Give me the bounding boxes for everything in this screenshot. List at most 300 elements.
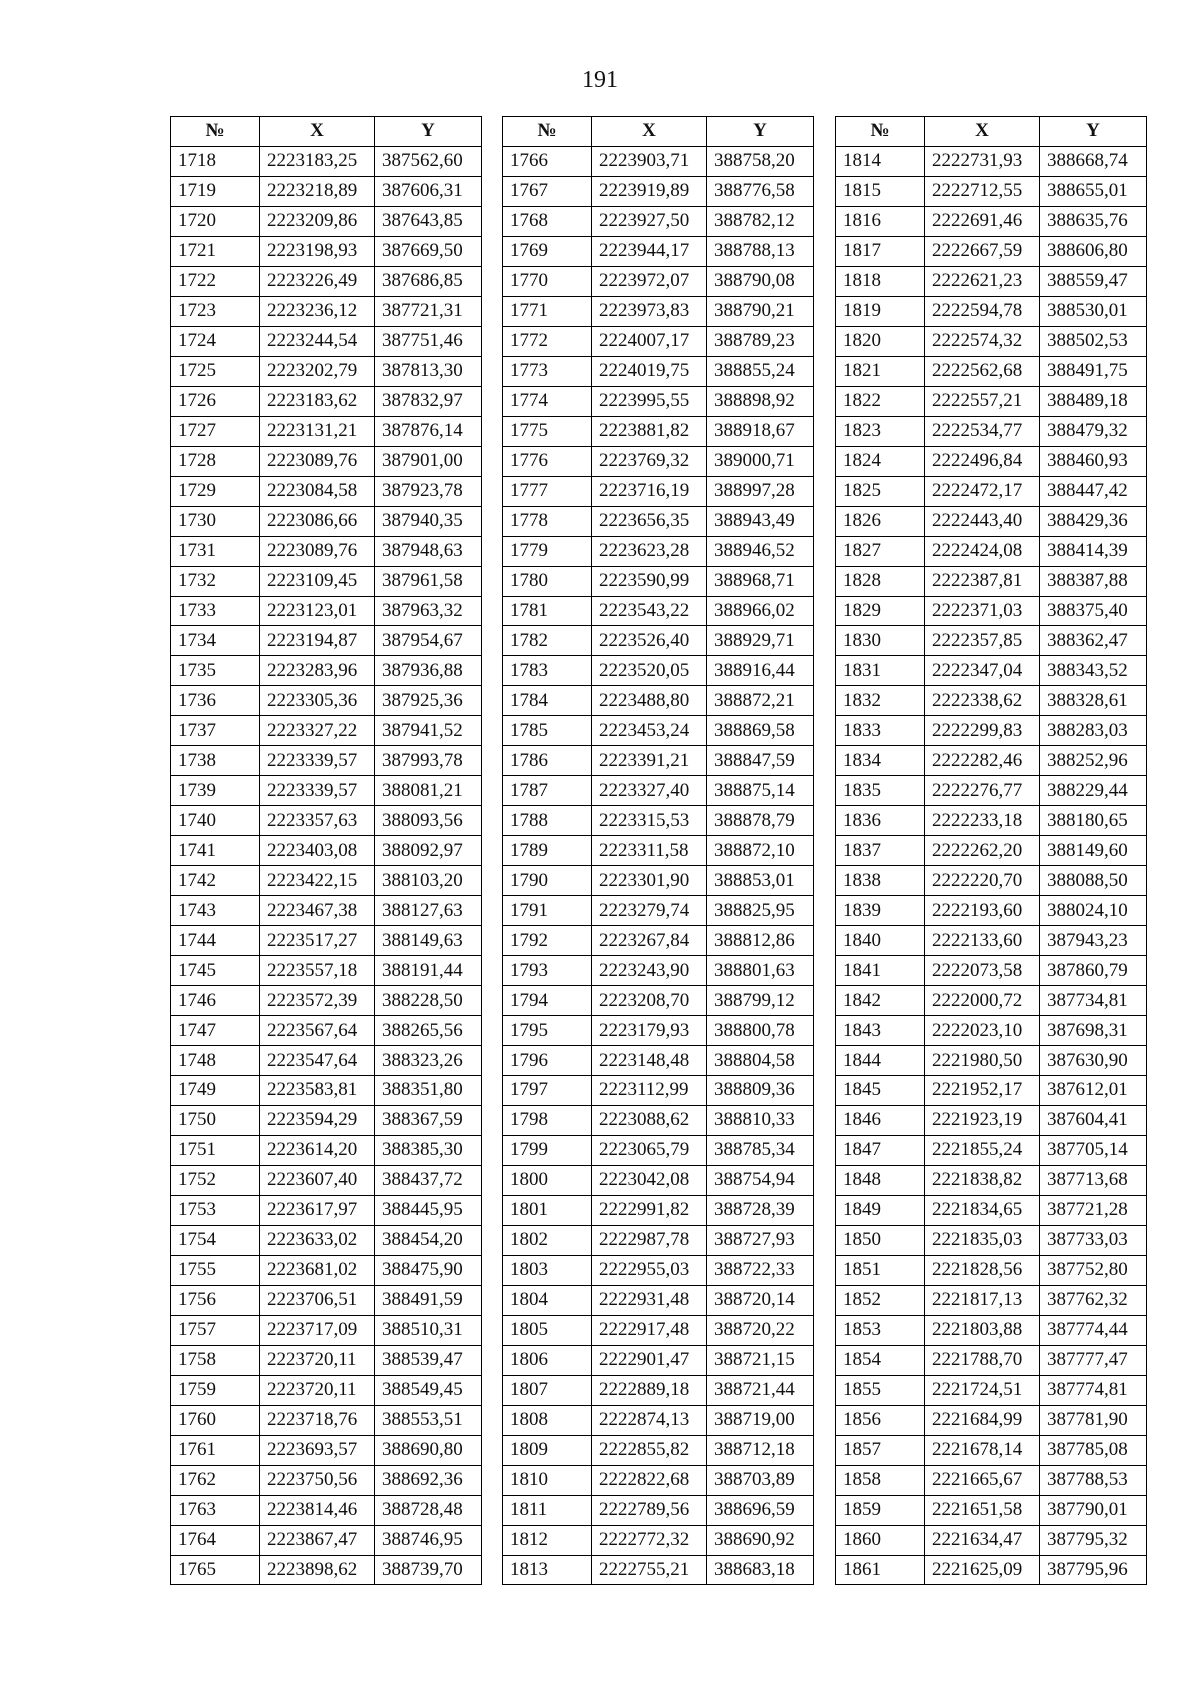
table-row (836, 806, 1147, 836)
y-coordinate-cell: 388343,52 (1040, 656, 1147, 686)
y-coordinate-cell: 387781,90 (1040, 1405, 1147, 1435)
table-row (171, 1555, 482, 1585)
header-number: № (836, 117, 925, 147)
table-row (503, 1345, 814, 1375)
x-coordinate-cell: 2223202,79 (260, 356, 375, 386)
x-coordinate-cell: 2223681,02 (260, 1255, 375, 1285)
point-number-cell: 1764 (171, 1525, 260, 1555)
point-number-cell: 1799 (503, 1135, 592, 1165)
table-row (836, 446, 1147, 476)
x-coordinate-cell: 2222357,85 (925, 626, 1040, 656)
point-number-cell: 1719 (171, 176, 260, 206)
coordinates-table-2 (502, 116, 814, 1585)
y-coordinate-cell: 388690,80 (375, 1435, 482, 1465)
y-coordinate-cell: 387790,01 (1040, 1495, 1147, 1525)
point-number-cell: 1781 (503, 596, 592, 626)
x-coordinate-cell: 2222991,82 (592, 1195, 707, 1225)
point-number-cell: 1861 (836, 1555, 925, 1585)
table-row (836, 656, 1147, 686)
table-row (171, 1405, 482, 1435)
y-coordinate-cell: 388875,14 (707, 776, 814, 806)
point-number-cell: 1755 (171, 1255, 260, 1285)
x-coordinate-cell: 2223267,84 (592, 926, 707, 956)
y-coordinate-cell: 388758,20 (707, 146, 814, 176)
y-coordinate-cell: 387604,41 (1040, 1105, 1147, 1135)
x-coordinate-cell: 2223194,87 (260, 626, 375, 656)
y-coordinate-cell: 387562,60 (375, 146, 482, 176)
point-number-cell: 1753 (171, 1195, 260, 1225)
table-row (836, 146, 1147, 176)
table-row (171, 1016, 482, 1046)
point-number-cell: 1785 (503, 716, 592, 746)
point-number-cell: 1791 (503, 896, 592, 926)
y-coordinate-cell: 388387,88 (1040, 566, 1147, 596)
table-row (503, 266, 814, 296)
y-coordinate-cell: 388093,56 (375, 806, 482, 836)
x-coordinate-cell: 2222443,40 (925, 506, 1040, 536)
y-coordinate-cell: 387785,08 (1040, 1435, 1147, 1465)
x-coordinate-cell: 2223607,40 (260, 1165, 375, 1195)
point-number-cell: 1792 (503, 926, 592, 956)
point-number-cell: 1845 (836, 1076, 925, 1106)
table-row (171, 1345, 482, 1375)
point-number-cell: 1749 (171, 1076, 260, 1106)
table-row (836, 866, 1147, 896)
y-coordinate-cell: 388782,12 (707, 206, 814, 236)
table-row (503, 626, 814, 656)
point-number-cell: 1760 (171, 1405, 260, 1435)
table-row (836, 686, 1147, 716)
point-number-cell: 1842 (836, 986, 925, 1016)
table-row (503, 1225, 814, 1255)
point-number-cell: 1771 (503, 296, 592, 326)
y-coordinate-cell: 388746,95 (375, 1525, 482, 1555)
table-row (836, 1435, 1147, 1465)
y-coordinate-cell: 388655,01 (1040, 176, 1147, 206)
y-coordinate-cell: 388968,71 (707, 566, 814, 596)
x-coordinate-cell: 2223520,05 (592, 656, 707, 686)
x-coordinate-cell: 2223244,54 (260, 326, 375, 356)
y-coordinate-cell: 388375,40 (1040, 596, 1147, 626)
table-row (836, 1225, 1147, 1255)
y-coordinate-cell: 387643,85 (375, 206, 482, 236)
x-coordinate-cell: 2223183,62 (260, 386, 375, 416)
x-coordinate-cell: 2223088,62 (592, 1105, 707, 1135)
table-row (503, 1315, 814, 1345)
table-row (503, 776, 814, 806)
table-row (503, 1135, 814, 1165)
y-coordinate-cell: 387941,52 (375, 716, 482, 746)
y-coordinate-cell: 387940,35 (375, 506, 482, 536)
x-coordinate-cell: 2222496,84 (925, 446, 1040, 476)
x-coordinate-cell: 2222889,18 (592, 1375, 707, 1405)
y-coordinate-cell: 388191,44 (375, 956, 482, 986)
y-coordinate-cell: 387777,47 (1040, 1345, 1147, 1375)
table-row (171, 806, 482, 836)
point-number-cell: 1723 (171, 296, 260, 326)
y-coordinate-cell: 388024,10 (1040, 896, 1147, 926)
point-number-cell: 1811 (503, 1495, 592, 1525)
y-coordinate-cell: 388788,13 (707, 236, 814, 266)
y-coordinate-cell: 388800,78 (707, 1016, 814, 1046)
point-number-cell: 1802 (503, 1225, 592, 1255)
x-coordinate-cell: 2223086,66 (260, 506, 375, 536)
y-coordinate-cell: 388853,01 (707, 866, 814, 896)
point-number-cell: 1758 (171, 1345, 260, 1375)
x-coordinate-cell: 2223236,12 (260, 296, 375, 326)
x-coordinate-cell: 2222534,77 (925, 416, 1040, 446)
point-number-cell: 1780 (503, 566, 592, 596)
point-number-cell: 1783 (503, 656, 592, 686)
point-number-cell: 1761 (171, 1435, 260, 1465)
point-number-cell: 1757 (171, 1315, 260, 1345)
point-number-cell: 1774 (503, 386, 592, 416)
point-number-cell: 1742 (171, 866, 260, 896)
point-number-cell: 1840 (836, 926, 925, 956)
x-coordinate-cell: 2223898,62 (260, 1555, 375, 1585)
x-coordinate-cell: 2223305,36 (260, 686, 375, 716)
point-number-cell: 1795 (503, 1016, 592, 1046)
y-coordinate-cell: 388789,23 (707, 326, 814, 356)
point-number-cell: 1721 (171, 236, 260, 266)
point-number-cell: 1767 (503, 176, 592, 206)
x-coordinate-cell: 2222193,60 (925, 896, 1040, 926)
x-coordinate-cell: 2223339,57 (260, 776, 375, 806)
table-row (836, 836, 1147, 866)
table-row (171, 416, 482, 446)
x-coordinate-cell: 2223183,25 (260, 146, 375, 176)
table-row (503, 716, 814, 746)
y-coordinate-cell: 388491,59 (375, 1285, 482, 1315)
point-number-cell: 1838 (836, 866, 925, 896)
table-row (171, 386, 482, 416)
y-coordinate-cell: 388878,79 (707, 806, 814, 836)
y-coordinate-cell: 388855,24 (707, 356, 814, 386)
y-coordinate-cell: 387901,00 (375, 446, 482, 476)
table-row (171, 1165, 482, 1195)
x-coordinate-cell: 2223656,35 (592, 506, 707, 536)
table-row (503, 476, 814, 506)
point-number-cell: 1806 (503, 1345, 592, 1375)
x-coordinate-cell: 2223089,76 (260, 446, 375, 476)
x-coordinate-cell: 2223583,81 (260, 1076, 375, 1106)
coordinates-table-1 (170, 116, 482, 1585)
table-row (836, 266, 1147, 296)
table-row (836, 896, 1147, 926)
table-row (503, 1525, 814, 1555)
point-number-cell: 1813 (503, 1555, 592, 1585)
point-number-cell: 1852 (836, 1285, 925, 1315)
x-coordinate-cell: 2222855,82 (592, 1435, 707, 1465)
point-number-cell: 1798 (503, 1105, 592, 1135)
y-coordinate-cell: 388869,58 (707, 716, 814, 746)
x-coordinate-cell: 2223422,15 (260, 866, 375, 896)
table-row (171, 1255, 482, 1285)
point-number-cell: 1746 (171, 986, 260, 1016)
table-row (836, 1315, 1147, 1345)
table-row (171, 776, 482, 806)
x-coordinate-cell: 2222955,03 (592, 1255, 707, 1285)
table-row (836, 1495, 1147, 1525)
table-row (836, 326, 1147, 356)
table-row (836, 596, 1147, 626)
table-row (836, 476, 1147, 506)
point-number-cell: 1763 (171, 1495, 260, 1525)
x-coordinate-cell: 2223769,32 (592, 446, 707, 476)
point-number-cell: 1824 (836, 446, 925, 476)
x-coordinate-cell: 2222371,03 (925, 596, 1040, 626)
point-number-cell: 1849 (836, 1195, 925, 1225)
x-coordinate-cell: 2223357,63 (260, 806, 375, 836)
table-row (503, 1495, 814, 1525)
table-row (171, 536, 482, 566)
point-number-cell: 1853 (836, 1315, 925, 1345)
y-coordinate-cell: 388668,74 (1040, 146, 1147, 176)
x-coordinate-cell: 2221923,19 (925, 1105, 1040, 1135)
point-number-cell: 1836 (836, 806, 925, 836)
x-coordinate-cell: 2224007,17 (592, 326, 707, 356)
table-row (836, 1135, 1147, 1165)
table-row (503, 386, 814, 416)
x-coordinate-cell: 2223814,46 (260, 1495, 375, 1525)
x-coordinate-cell: 2222276,77 (925, 776, 1040, 806)
x-coordinate-cell: 2223311,58 (592, 836, 707, 866)
x-coordinate-cell: 2223614,20 (260, 1135, 375, 1165)
table-row (836, 1555, 1147, 1585)
point-number-cell: 1823 (836, 416, 925, 446)
point-number-cell: 1819 (836, 296, 925, 326)
point-number-cell: 1832 (836, 686, 925, 716)
table-row (836, 296, 1147, 326)
y-coordinate-cell: 387630,90 (1040, 1046, 1147, 1076)
y-coordinate-cell: 387698,31 (1040, 1016, 1147, 1046)
x-coordinate-cell: 2223391,21 (592, 746, 707, 776)
y-coordinate-cell: 388847,59 (707, 746, 814, 776)
point-number-cell: 1794 (503, 986, 592, 1016)
x-coordinate-cell: 2223903,71 (592, 146, 707, 176)
point-number-cell: 1855 (836, 1375, 925, 1405)
table-row (171, 836, 482, 866)
table-row (503, 1375, 814, 1405)
y-coordinate-cell: 388721,15 (707, 1345, 814, 1375)
y-coordinate-cell: 388502,53 (1040, 326, 1147, 356)
x-coordinate-cell: 2221803,88 (925, 1315, 1040, 1345)
page-number: 191 (582, 67, 618, 93)
point-number-cell: 1848 (836, 1165, 925, 1195)
x-coordinate-cell: 2223995,55 (592, 386, 707, 416)
y-coordinate-cell: 388414,39 (1040, 536, 1147, 566)
table-row (503, 806, 814, 836)
x-coordinate-cell: 2223944,17 (592, 236, 707, 266)
table-row (503, 1465, 814, 1495)
point-number-cell: 1809 (503, 1435, 592, 1465)
y-coordinate-cell: 387606,31 (375, 176, 482, 206)
y-coordinate-cell: 388739,70 (375, 1555, 482, 1585)
y-coordinate-cell: 387788,53 (1040, 1465, 1147, 1495)
table-row (171, 566, 482, 596)
y-coordinate-cell: 388088,50 (1040, 866, 1147, 896)
x-coordinate-cell: 2223179,93 (592, 1016, 707, 1046)
y-coordinate-cell: 388790,08 (707, 266, 814, 296)
table-row (171, 326, 482, 356)
x-coordinate-cell: 2221834,65 (925, 1195, 1040, 1225)
point-number-cell: 1741 (171, 836, 260, 866)
y-coordinate-cell: 388683,18 (707, 1555, 814, 1585)
x-coordinate-cell: 2223572,39 (260, 986, 375, 1016)
point-number-cell: 1739 (171, 776, 260, 806)
y-coordinate-cell: 388479,32 (1040, 416, 1147, 446)
x-coordinate-cell: 2223467,38 (260, 896, 375, 926)
y-coordinate-cell: 387612,01 (1040, 1076, 1147, 1106)
y-coordinate-cell: 387721,28 (1040, 1195, 1147, 1225)
x-coordinate-cell: 2222262,20 (925, 836, 1040, 866)
table-row (171, 296, 482, 326)
x-coordinate-cell: 2223543,22 (592, 596, 707, 626)
x-coordinate-cell: 2221684,99 (925, 1405, 1040, 1435)
point-number-cell: 1765 (171, 1555, 260, 1585)
x-coordinate-cell: 2222023,10 (925, 1016, 1040, 1046)
x-coordinate-cell: 2223594,29 (260, 1105, 375, 1135)
point-number-cell: 1807 (503, 1375, 592, 1405)
y-coordinate-cell: 387774,44 (1040, 1315, 1147, 1345)
x-coordinate-cell: 2223927,50 (592, 206, 707, 236)
x-coordinate-cell: 2222755,21 (592, 1555, 707, 1585)
table-row (503, 236, 814, 266)
y-coordinate-cell: 387713,68 (1040, 1165, 1147, 1195)
y-coordinate-cell: 388812,86 (707, 926, 814, 956)
x-coordinate-cell: 2222772,32 (592, 1525, 707, 1555)
table-row (171, 1195, 482, 1225)
point-number-cell: 1730 (171, 506, 260, 536)
point-number-cell: 1805 (503, 1315, 592, 1345)
table-body (171, 146, 482, 1585)
y-coordinate-cell: 388898,92 (707, 386, 814, 416)
y-coordinate-cell: 388265,56 (375, 1016, 482, 1046)
y-coordinate-cell: 388790,21 (707, 296, 814, 326)
point-number-cell: 1738 (171, 746, 260, 776)
point-number-cell: 1817 (836, 236, 925, 266)
point-number-cell: 1856 (836, 1405, 925, 1435)
point-number-cell: 1844 (836, 1046, 925, 1076)
point-number-cell: 1816 (836, 206, 925, 236)
point-number-cell: 1777 (503, 476, 592, 506)
x-coordinate-cell: 2222731,93 (925, 146, 1040, 176)
point-number-cell: 1743 (171, 896, 260, 926)
y-coordinate-cell: 388809,36 (707, 1076, 814, 1106)
table-row (171, 1435, 482, 1465)
table-row (503, 176, 814, 206)
table-row (503, 686, 814, 716)
table-row (171, 1465, 482, 1495)
y-coordinate-cell: 387686,85 (375, 266, 482, 296)
point-number-cell: 1857 (836, 1435, 925, 1465)
point-number-cell: 1768 (503, 206, 592, 236)
y-coordinate-cell: 388149,60 (1040, 836, 1147, 866)
header-number: № (503, 117, 592, 147)
table-row (836, 1345, 1147, 1375)
table-row (503, 1555, 814, 1585)
point-number-cell: 1744 (171, 926, 260, 956)
table-row (503, 566, 814, 596)
table-row (171, 926, 482, 956)
x-coordinate-cell: 2223716,19 (592, 476, 707, 506)
table-row (171, 1285, 482, 1315)
header-y: Y (707, 117, 814, 147)
table-row (171, 716, 482, 746)
x-coordinate-cell: 2223123,01 (260, 596, 375, 626)
header-y: Y (375, 117, 482, 147)
point-number-cell: 1734 (171, 626, 260, 656)
x-coordinate-cell: 2222387,81 (925, 566, 1040, 596)
x-coordinate-cell: 2221817,13 (925, 1285, 1040, 1315)
table-row (171, 986, 482, 1016)
point-number-cell: 1789 (503, 836, 592, 866)
point-number-cell: 1851 (836, 1255, 925, 1285)
y-coordinate-cell: 387752,80 (1040, 1255, 1147, 1285)
x-coordinate-cell: 2223084,58 (260, 476, 375, 506)
x-coordinate-cell: 2223517,27 (260, 926, 375, 956)
table-row (503, 986, 814, 1016)
table-row (503, 416, 814, 446)
point-number-cell: 1841 (836, 956, 925, 986)
x-coordinate-cell: 2221828,56 (925, 1255, 1040, 1285)
y-coordinate-cell: 388149,63 (375, 926, 482, 956)
x-coordinate-cell: 2223488,80 (592, 686, 707, 716)
table-row (503, 926, 814, 956)
x-coordinate-cell: 2222073,58 (925, 956, 1040, 986)
y-coordinate-cell: 389000,71 (707, 446, 814, 476)
y-coordinate-cell: 388475,90 (375, 1255, 482, 1285)
table-row (503, 506, 814, 536)
table-row (503, 1255, 814, 1285)
y-coordinate-cell: 388362,47 (1040, 626, 1147, 656)
table-row (836, 1016, 1147, 1046)
table-row (171, 446, 482, 476)
x-coordinate-cell: 2222574,32 (925, 326, 1040, 356)
point-number-cell: 1837 (836, 836, 925, 866)
x-coordinate-cell: 2223617,97 (260, 1195, 375, 1225)
y-coordinate-cell: 387954,67 (375, 626, 482, 656)
point-number-cell: 1773 (503, 356, 592, 386)
y-coordinate-cell: 388549,45 (375, 1375, 482, 1405)
table-row (171, 476, 482, 506)
x-coordinate-cell: 2222931,48 (592, 1285, 707, 1315)
x-coordinate-cell: 2221835,03 (925, 1225, 1040, 1255)
y-coordinate-cell: 388727,93 (707, 1225, 814, 1255)
x-coordinate-cell: 2221665,67 (925, 1465, 1040, 1495)
table-row (503, 1285, 814, 1315)
table-row (171, 956, 482, 986)
y-coordinate-cell: 388283,03 (1040, 716, 1147, 746)
y-coordinate-cell: 388872,21 (707, 686, 814, 716)
table-row (836, 506, 1147, 536)
table-row (503, 1405, 814, 1435)
x-coordinate-cell: 2223919,89 (592, 176, 707, 206)
x-coordinate-cell: 2223279,74 (592, 896, 707, 926)
header-x: X (592, 117, 707, 147)
x-coordinate-cell: 2223973,83 (592, 296, 707, 326)
table-row (836, 1525, 1147, 1555)
table-row (836, 386, 1147, 416)
header-x: X (260, 117, 375, 147)
point-number-cell: 1846 (836, 1105, 925, 1135)
point-number-cell: 1833 (836, 716, 925, 746)
y-coordinate-cell: 388510,31 (375, 1315, 482, 1345)
table-header (171, 117, 482, 147)
y-coordinate-cell: 388229,44 (1040, 776, 1147, 806)
x-coordinate-cell: 2223301,90 (592, 866, 707, 896)
table-row (836, 536, 1147, 566)
